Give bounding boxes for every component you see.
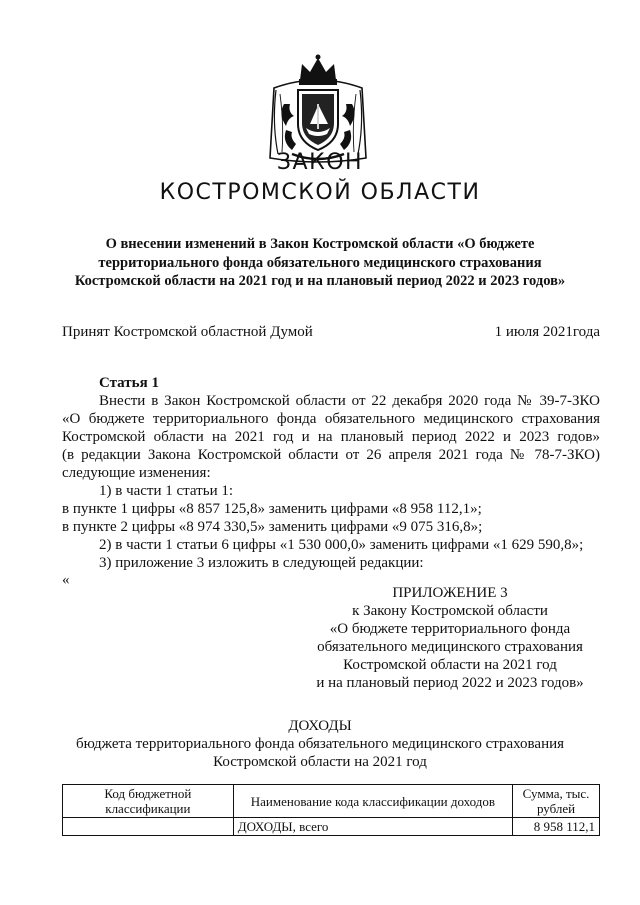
income-subtitle: бюджета территориального фонда обязательного медицинского страхования (75, 736, 565, 752)
appendix-line: «О бюджете территориального фонда (329, 621, 571, 637)
subject-line: Костромской области на 2021 год и на плановый период 2022 и 2023 годов» (74, 273, 566, 289)
article-item: в пункте 2 цифры «8 974 330,5» заменить цифрами «9 075 316,8»; (62, 519, 483, 535)
subject-line: территориального фонда обязательного медицинского страхования (98, 254, 542, 271)
article-para-line: «О бюджете территориального фонда обязательного медицинского страхования (62, 411, 600, 427)
article-heading: Статья 1 (99, 375, 159, 391)
cell-code (63, 818, 234, 836)
appendix-line: к Закону Костромской области (352, 603, 548, 619)
subject-line: О внесении изменений в Закон Костромской области «О бюджете (105, 236, 535, 252)
appendix-line: Костромской области на 2021 год (343, 657, 557, 673)
article-item: в пункте 1 цифры «8 857 125,8» заменить цифрами «8 958 112,1»; (62, 501, 482, 517)
header-name: Наименование кода классификации доходов (233, 785, 512, 818)
cell-sum: 8 958 112,1 (513, 818, 600, 836)
income-subtitle: Костромской области на 2021 год (213, 754, 427, 770)
adoption-date: 1 июля 2021года (494, 324, 600, 340)
article-item: 3) приложение 3 изложить в следующей редакции: (99, 555, 424, 571)
law-title-line1: ЗАКОН (276, 150, 364, 175)
open-quote: « (62, 572, 70, 588)
appendix-line: обязательного медицинского страхования (317, 639, 583, 655)
appendix-line: и на плановый период 2022 и 2023 годов» (316, 675, 584, 691)
header-sum: Сумма, тыс. рублей (513, 785, 600, 818)
article-para-line: следующие изменения: (62, 465, 211, 481)
appendix-block (300, 584, 600, 692)
article-para-line: (в редакции Закона Костромской области от 26 апреля 2021 года № 78-7-ЗКО) (62, 447, 600, 463)
table-row (63, 818, 600, 836)
income-title: ДОХОДЫ (288, 718, 352, 734)
article-item: 1) в части 1 статьи 1: (99, 483, 234, 499)
law-subject (60, 235, 580, 291)
article-para-line: Костромской области на 2021 год и на плановый период 2022 и 2023 годов» (62, 429, 600, 445)
article-para-line: Внести в Закон Костромской области от 22 декабря 2020 года № 39-7-ЗКО (99, 393, 600, 409)
cell-name: ДОХОДЫ, всего (233, 818, 512, 836)
adopted-by: Принят Костромской областной Думой (62, 324, 313, 340)
appendix-title: ПРИЛОЖЕНИЕ 3 (392, 585, 508, 601)
income-block (0, 717, 640, 771)
table-header-row (63, 785, 600, 818)
article-item: 2) в части 1 статьи 6 цифры «1 530 000,0» заменить цифрами «1 629 590,8»; (99, 537, 584, 553)
law-title-line2: КОСТРОМСКОЙ ОБЛАСТИ (159, 180, 481, 205)
income-table (62, 784, 600, 836)
header-code: Код бюджетной классификации (63, 785, 234, 818)
